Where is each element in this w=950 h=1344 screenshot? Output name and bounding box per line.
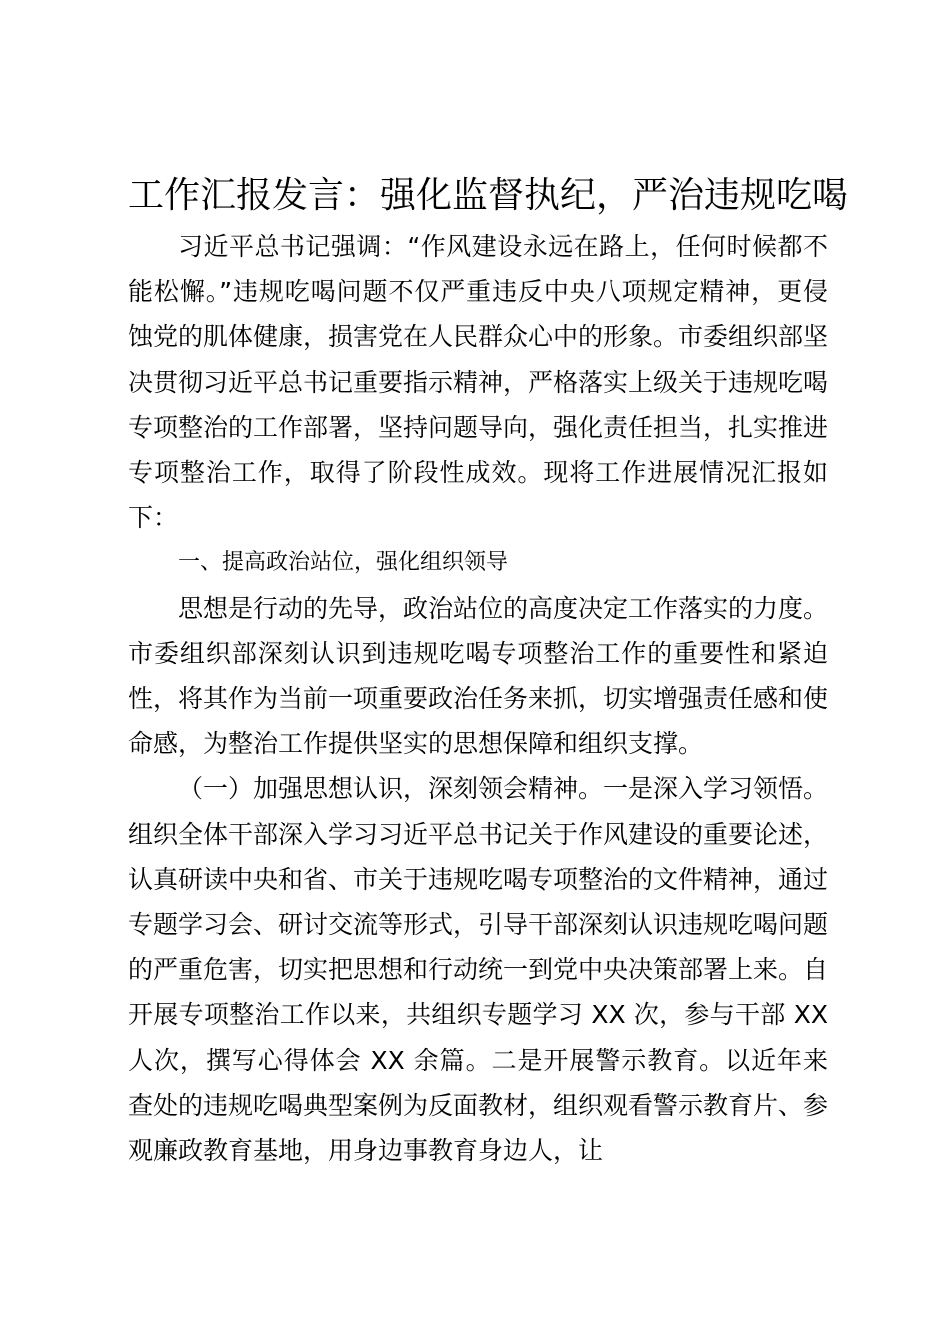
document-title: 工作汇报发言：强化监督执纪，严治违规吃喝 [128,175,849,216]
section-1-paragraph: 思想是行动的先导，政治站位的高度决定工作落实的力度。市委组织部深刻认识到违规吃喝专项整治工作的重要性和紧迫性，将其作为当前一项重要政治任务来抓，切实增强责任感和使命感，为整治工作提供坚实的思想保障和组织支撑。 [128,593,829,759]
document-body [128,224,828,1173]
intro-paragraph: 习近平总书记强调：“作风建设永远在路上，任何时候都不能松懈。”违规吃喝问题不仅严重违反中央八项规定精神，更侵蚀党的肌体健康，损害党在人民群众心中的形象。市委组织部坚决贯彻习近平总书记重要指示精神，严格落实上级关于违规吃喝专项整治的工作部署，坚持问题导向，强化责任担当，扎实推进专项整治工作，取得了阶段性成效。现将工作进展情况汇报如下： [128,232,829,533]
section-heading-1: 一、提高政治站位，强化组织领导 [178,550,509,576]
subsection-1-paragraph: （一）加强思想认识，深刻领会精神。一是深入学习领悟。组织全体干部深入学习习近平总书记关于作风建设的重要论述，认真研读中央和省、市关于违规吃喝专项整治的文件精神，通过专题学习会、研讨交流等形式，引导干部深刻认识违规吃喝问题的严重危害，切实把思想和行动统一到党中央决策部署上来。自开展专项整治工作以来，共组织专题学习 XX 次，参与干部 XX 人次，撰写心得体会 XX 余篇。二是开展警示教育。以近年来查处的违规吃喝典型案例为反面教材，组织观看警示教育片、参观廉政教育基地，用身边事教育身边人，让 [128,774,829,1166]
